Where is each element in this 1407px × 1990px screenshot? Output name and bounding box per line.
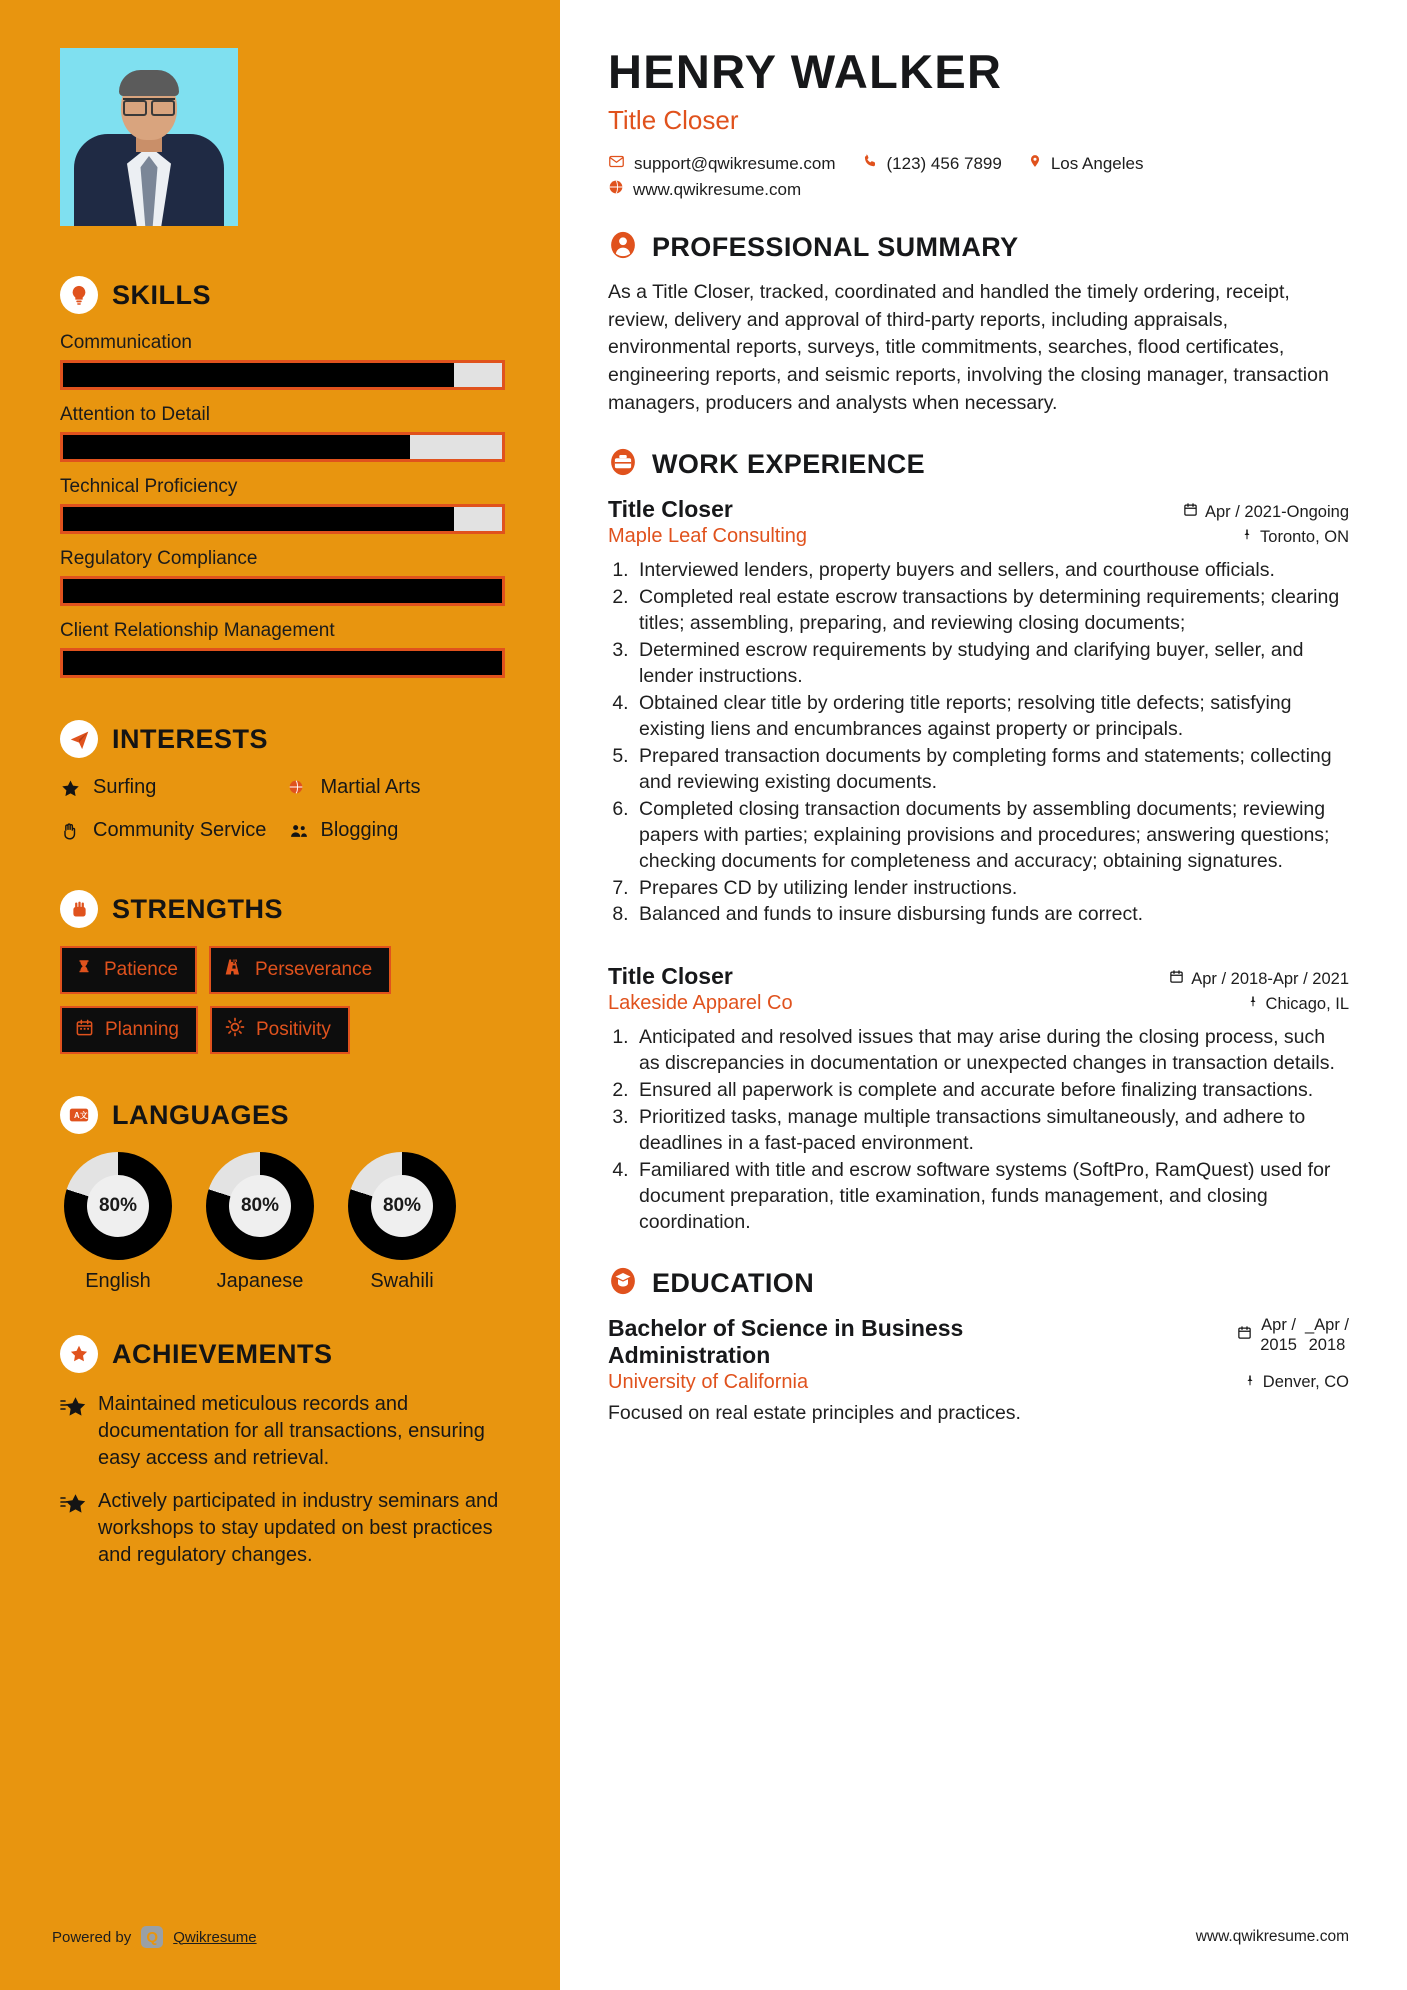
qwikresume-link[interactable]: Qwikresume — [173, 1928, 257, 1946]
strengths-heading — [60, 890, 505, 928]
experience-bullet: 4. Familiared with title and escrow software systems (SoftPro, RamQuest) used for document preparation, title examination, funds management, and closing coordination. — [634, 1158, 1349, 1236]
language-percent-label: 80% — [371, 1175, 433, 1237]
experience-bullets — [634, 558, 1349, 928]
map-pin-icon — [1028, 152, 1042, 175]
language-name: English — [85, 1270, 151, 1292]
interest-label: Martial Arts — [320, 776, 421, 798]
strength-chip — [60, 946, 197, 994]
language-item — [344, 1152, 460, 1293]
lightbulb-icon — [60, 276, 98, 314]
experience-dates-value: Apr / 2018-Apr / 2021 — [1191, 969, 1349, 988]
contact-value: (123) 456 7899 — [886, 153, 1002, 173]
calendar-icon — [1169, 969, 1184, 989]
experience-bullet: 5. Prepared transaction documents by completing forms and statements; collecting and reviewing existing documents. — [634, 744, 1349, 796]
sun-icon — [225, 1017, 245, 1043]
contact-value: support@qwikresume.com — [634, 153, 836, 173]
language-item — [60, 1152, 176, 1293]
svg-text:文: 文 — [79, 1111, 88, 1121]
interest-label: Community Service — [93, 819, 267, 841]
experience-entry-subheader — [608, 992, 1349, 1015]
page-title: HENRY WALKER — [608, 45, 1003, 98]
achievements-list — [60, 1391, 505, 1569]
skill-bar-fill — [63, 507, 454, 531]
education-entry — [608, 1315, 1349, 1425]
experience-bullet: 2. Ensured all paperwork is complete and accurate before finalizing transactions. — [634, 1078, 1349, 1104]
map-pin-icon — [1247, 994, 1259, 1014]
education-date-end-month: _Apr / — [1304, 1315, 1349, 1334]
experience-location-value: Toronto, ON — [1260, 527, 1349, 546]
education-section — [608, 1266, 1349, 1425]
strengths-title: STRENGTHS — [112, 893, 284, 924]
language-donut-chart — [206, 1152, 314, 1260]
education-school: University of California — [608, 1370, 809, 1393]
experience-bullet: 7. Prepares CD by utilizing lender instructions. — [634, 876, 1349, 902]
entry-spacer — [608, 929, 1349, 957]
experience-entry-header — [608, 963, 1349, 990]
language-donut-chart — [348, 1152, 456, 1260]
education-entry-header — [608, 1315, 1349, 1369]
experience-heading — [608, 447, 1349, 482]
education-dates — [1237, 1315, 1349, 1356]
strength-label: Positivity — [255, 1019, 331, 1040]
summary-title: PROFESSIONAL SUMMARY — [652, 232, 1019, 262]
contact-item-phone[interactable] — [862, 153, 1002, 174]
experience-company: Maple Leaf Consulting — [608, 525, 808, 548]
footer-website: www.qwikresume.com — [1195, 1928, 1349, 1945]
calendar-icon — [1183, 502, 1198, 522]
experience-bullet: 6. Completed closing transaction documents by assembling documents; reviewing papers with parties; explaining provisions and procedures; answering questions; checking documents for completeness and accuracy; obtaining signatures. — [634, 797, 1349, 875]
achievement-item — [60, 1391, 505, 1472]
skill-bar-fill — [63, 363, 454, 387]
interest-item — [288, 776, 506, 805]
skill-bar — [60, 504, 505, 534]
skill-label: Client Relationship Management — [60, 620, 335, 641]
graduation-icon — [608, 1266, 638, 1301]
globe-icon — [288, 778, 310, 801]
envelope-icon — [608, 153, 625, 175]
summary-text: As a Title Closer, tracked, coordinated and handled the timely ordering, receipt, review, delivery and approval of third-party reports, including appraisals, environmental reports, surveys, title commitments, searches, flood certificates, engineering reports, and seismic reports, involving the closing manager, transaction managers, producers and analysts when necessary. — [608, 281, 1329, 414]
road-icon — [224, 957, 244, 983]
paper-plane-icon — [60, 720, 98, 758]
contact-row — [608, 152, 1349, 175]
powered-by-footer — [52, 1926, 257, 1948]
interests-title: INTERESTS — [112, 723, 269, 754]
achievement-text: Actively participated in industry seminars and workshops to stay updated on best practices and regulatory changes. — [98, 1490, 499, 1566]
star-badge-icon — [60, 1335, 98, 1373]
qwikresume-logo-icon: Q — [141, 1926, 163, 1948]
powered-by-label: Powered by — [52, 1928, 132, 1946]
contact-item-envelope[interactable] — [608, 153, 836, 175]
experience-bullet: 2. Completed real estate escrow transactions by determining requirements; clearing titles; assembling, preparing, and reviewing closing documents; — [634, 585, 1349, 637]
education-date-start-year: 2015 — [1260, 1336, 1297, 1355]
hourglass-icon — [75, 957, 93, 983]
education-date-start-month: Apr / — [1261, 1315, 1297, 1334]
skill-label: Technical Proficiency — [60, 476, 238, 497]
interests-section — [60, 720, 505, 848]
education-title: EDUCATION — [652, 1267, 815, 1298]
svg-text:A: A — [73, 1111, 80, 1121]
contact-value: Los Angeles — [1050, 153, 1144, 173]
skill-bar — [60, 576, 505, 606]
experience-location — [1247, 994, 1349, 1014]
education-date-end-year: 2018 — [1308, 1336, 1346, 1355]
experience-role: Title Closer — [608, 963, 733, 990]
translate-icon — [60, 1096, 98, 1134]
experience-list — [608, 496, 1349, 1235]
experience-bullet: 4. Obtained clear title by ordering title reports; resolving title defects; satisfying existing liens and encumbrances against property or principals. — [634, 691, 1349, 743]
experience-bullet: 8. Balanced and funds to insure disbursing funds are correct. — [634, 902, 1349, 928]
website-item[interactable] — [608, 179, 801, 200]
achievement-star-icon — [60, 1492, 86, 1569]
experience-entry — [608, 963, 1349, 1235]
education-list — [608, 1315, 1349, 1425]
experience-dates — [1183, 502, 1349, 522]
experience-dates-value: Apr / 2021-Ongoing — [1204, 502, 1349, 521]
interests-list — [60, 776, 505, 848]
user-icon — [608, 230, 638, 265]
phone-icon — [862, 153, 878, 174]
experience-entry — [608, 496, 1349, 928]
education-description: Focused on real estate principles and practices. — [608, 1401, 1021, 1424]
main-content — [560, 0, 1407, 1990]
skill-label: Attention to Detail — [60, 404, 210, 425]
skill-bar-fill — [63, 651, 502, 675]
interest-label: Surfing — [93, 776, 157, 798]
users-icon — [288, 821, 310, 847]
fist-icon — [60, 890, 98, 928]
skill-label: Communication — [60, 332, 192, 353]
education-date-start — [1260, 1315, 1297, 1356]
skills-list — [60, 332, 505, 678]
experience-location-value: Chicago, IL — [1265, 994, 1349, 1013]
calendar-icon — [75, 1018, 94, 1043]
map-pin-icon — [1244, 1373, 1256, 1393]
sidebar — [0, 0, 560, 1990]
experience-company: Lakeside Apparel Co — [608, 992, 793, 1015]
calendar-icon — [1237, 1325, 1252, 1345]
skill-label: Regulatory Compliance — [60, 548, 258, 569]
skill-bar — [60, 432, 505, 462]
strengths-list — [60, 946, 505, 1054]
interest-label: Blogging — [320, 819, 399, 841]
skills-section — [60, 276, 505, 678]
experience-section — [608, 447, 1349, 1235]
interest-item — [288, 819, 506, 848]
achievement-text: Maintained meticulous records and documentation for all transactions, ensuring easy access and retrieval. — [98, 1393, 485, 1469]
strength-chip — [209, 946, 391, 994]
experience-bullet: 1. Anticipated and resolved issues that may arise during the closing process, such as discrepancies in documentation or unexpected changes in transaction details. — [634, 1025, 1349, 1077]
experience-bullet: 3. Determined escrow requirements by studying and clarifying buyer, seller, and lender instructions. — [634, 638, 1349, 690]
skills-heading — [60, 276, 505, 314]
interest-item — [60, 819, 278, 848]
languages-list — [60, 1152, 505, 1293]
contact-item-map-pin[interactable] — [1028, 152, 1144, 175]
skill-bar-fill — [63, 579, 502, 603]
education-entry-subheader — [608, 1371, 1349, 1394]
strength-chip — [60, 1006, 198, 1054]
languages-title: LANGUAGES — [112, 1099, 290, 1130]
experience-dates — [1169, 969, 1349, 989]
experience-bullet: 1. Interviewed lenders, property buyers and sellers, and courthouse officials. — [634, 558, 1349, 584]
education-location-value: Denver, CO — [1262, 1373, 1349, 1392]
language-name: Swahili — [370, 1270, 434, 1292]
language-item — [202, 1152, 318, 1293]
language-percent-label: 80% — [229, 1175, 291, 1237]
interest-item — [60, 776, 278, 805]
education-date-end — [1305, 1315, 1349, 1356]
briefcase-icon — [608, 447, 638, 482]
education-location — [1244, 1373, 1349, 1393]
summary-section — [608, 230, 1349, 417]
globe-icon — [608, 179, 624, 200]
achievement-item — [60, 1488, 505, 1569]
experience-bullet: 3. Prioritized tasks, manage multiple transactions simultaneously, and adhere to deadlines in a fast-paced environment. — [634, 1105, 1349, 1157]
strength-label: Perseverance — [254, 959, 373, 980]
languages-heading — [60, 1096, 505, 1134]
achievements-section — [60, 1335, 505, 1569]
achievements-title: ACHIEVEMENTS — [112, 1338, 333, 1369]
experience-location — [1241, 527, 1349, 547]
education-degree: Bachelor of Science in Business Administration — [608, 1314, 964, 1368]
experience-entry-header — [608, 496, 1349, 523]
achievement-star-icon — [60, 1395, 86, 1472]
experience-entry-subheader — [608, 525, 1349, 548]
star-icon — [60, 778, 82, 805]
strengths-section — [60, 890, 505, 1054]
map-pin-icon — [1241, 527, 1253, 547]
language-name: Japanese — [216, 1270, 304, 1292]
website-row — [608, 179, 1349, 200]
skills-title: SKILLS — [112, 279, 212, 310]
language-donut-chart — [64, 1152, 172, 1260]
hand-icon — [60, 821, 82, 848]
profile-photo — [60, 48, 238, 226]
achievements-heading — [60, 1335, 505, 1373]
experience-title: WORK EXPERIENCE — [652, 449, 926, 480]
skill-bar — [60, 648, 505, 678]
skill-bar-fill — [63, 435, 410, 459]
strength-label: Patience — [104, 959, 178, 980]
job-title: Title Closer — [608, 105, 739, 135]
interests-heading — [60, 720, 505, 758]
language-percent-label: 80% — [87, 1175, 149, 1237]
website-value: www.qwikresume.com — [633, 179, 802, 199]
strength-label: Planning — [105, 1019, 179, 1040]
experience-role: Title Closer — [608, 496, 733, 523]
education-heading — [608, 1266, 1349, 1301]
summary-heading — [608, 230, 1349, 265]
skill-bar — [60, 360, 505, 390]
strength-chip — [210, 1006, 350, 1054]
experience-bullets — [634, 1025, 1349, 1235]
languages-section — [60, 1096, 505, 1293]
